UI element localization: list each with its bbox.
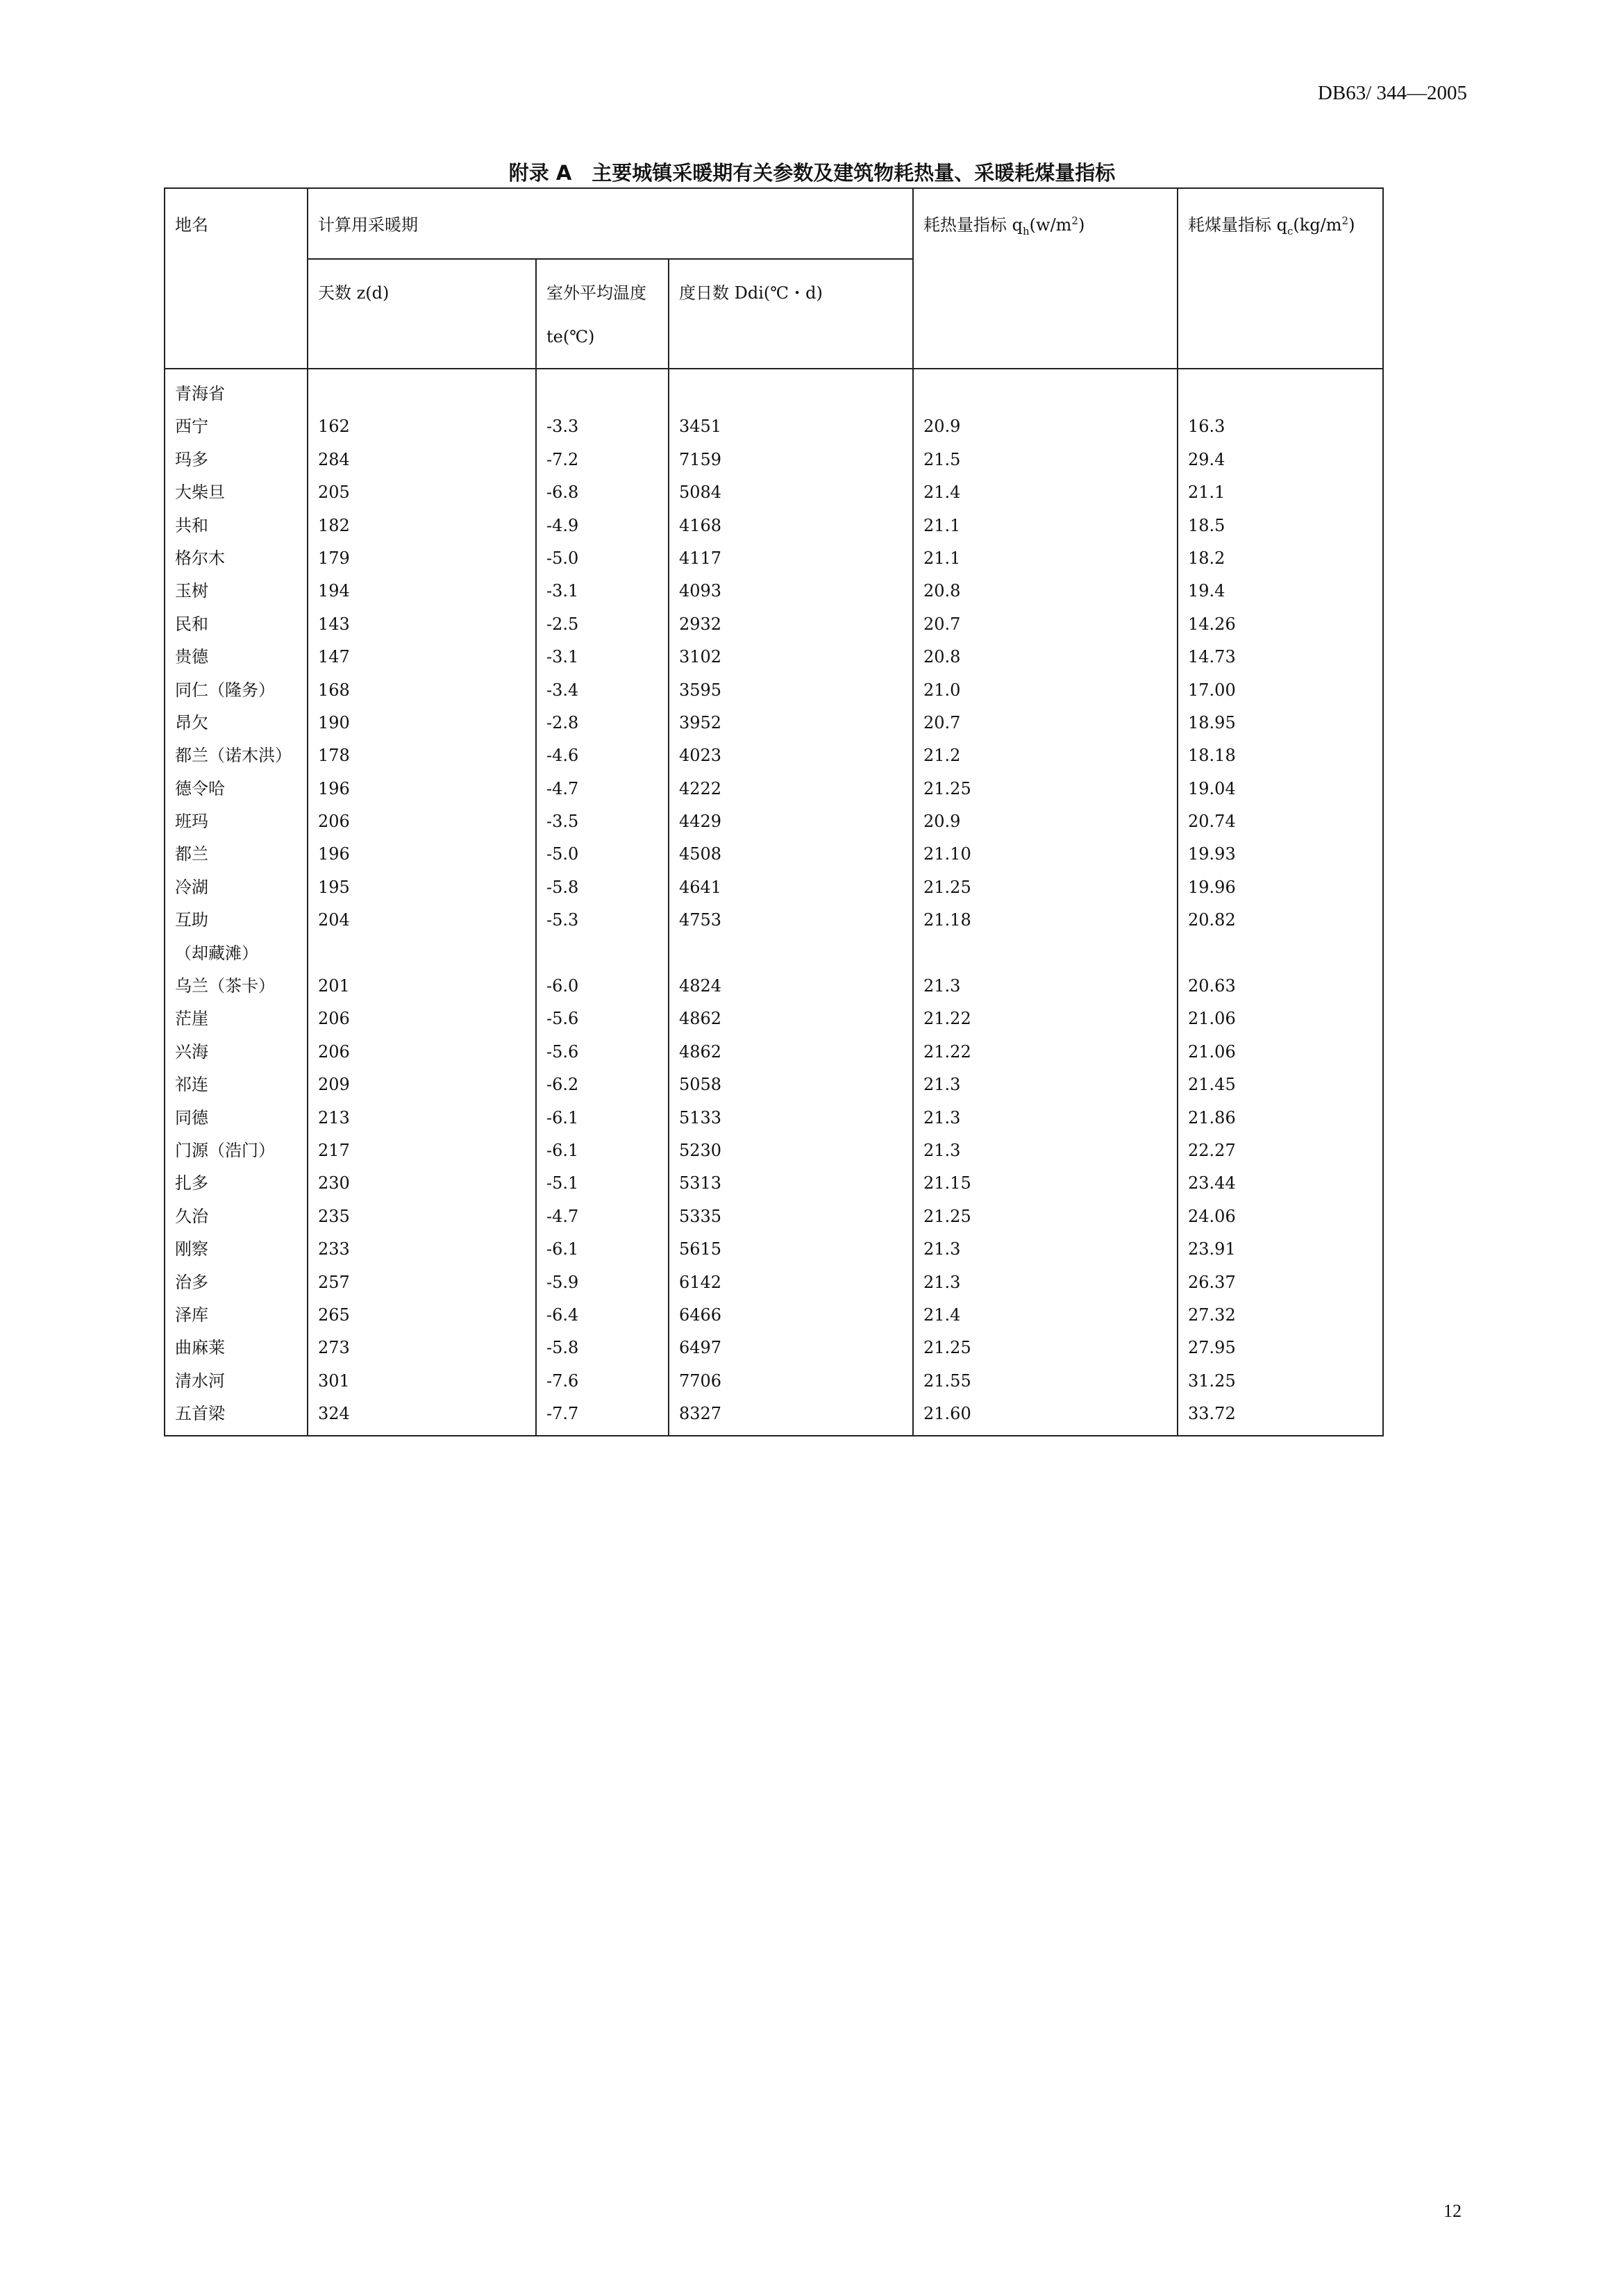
- place-cell: 班玛: [175, 812, 208, 832]
- temp-cell: -3.4: [546, 680, 579, 700]
- coal-index-cell: 17.00: [1188, 680, 1236, 700]
- coal-index-cell: 21.45: [1188, 1075, 1236, 1095]
- page-number: 12: [1443, 2201, 1462, 2221]
- coal-index-cell: 19.4: [1188, 581, 1225, 601]
- coal-index-cell: 20.74: [1188, 812, 1236, 832]
- place-cell: 昂欠: [175, 712, 208, 732]
- heat-index-cell: 21.3: [923, 976, 961, 996]
- temp-cell: -5.8: [546, 877, 579, 897]
- heat-index-cell: 21.3: [923, 1140, 961, 1160]
- degree-days-cell: 3595: [679, 680, 722, 700]
- place-cell: 兴海: [175, 1041, 208, 1062]
- header-degree-days: 度日数 Ddi(℃・d): [669, 259, 913, 326]
- temp-cell: -2.8: [546, 712, 579, 732]
- degree-days-cell: 6497: [679, 1338, 722, 1358]
- degree-days-cell: 5230: [679, 1140, 722, 1160]
- coal-index-cell: 19.93: [1188, 844, 1236, 864]
- heat-index-cell: 21.25: [923, 1338, 971, 1358]
- degree-days-cell: 6142: [679, 1272, 722, 1292]
- heat-index-cell: 21.1: [923, 548, 961, 568]
- degree-days-cell: 5335: [679, 1206, 722, 1226]
- heat-index-cell: 21.3: [923, 1107, 961, 1128]
- days-cell: 179: [318, 548, 350, 568]
- appendix-title: 附录 A 主要城镇采暖期有关参数及建筑物耗热量、采暖耗煤量指标: [508, 161, 1116, 185]
- place-cell: 德令哈: [175, 778, 225, 798]
- coal-index-cell: 18.2: [1188, 548, 1225, 568]
- degree-days-cell: 4641: [679, 877, 722, 897]
- header-place: 地名: [165, 188, 308, 369]
- heat-index-cell: 21.3: [923, 1239, 961, 1259]
- heat-index-cell: 21.22: [923, 1041, 971, 1062]
- coal-index-cell: 24.06: [1188, 1206, 1236, 1226]
- heat-index-cell: 21.15: [923, 1173, 971, 1193]
- coal-index-cell: 18.95: [1188, 712, 1236, 732]
- degree-days-cell: 4824: [679, 976, 722, 996]
- days-cell: 143: [318, 614, 350, 634]
- heat-index-cell: 20.7: [923, 614, 961, 634]
- place-cell: 门源（浩门）: [175, 1140, 275, 1160]
- heat-index-cell: 21.22: [923, 1009, 971, 1029]
- temp-cell: -4.7: [546, 1206, 579, 1226]
- degree-days-cell: 3451: [679, 417, 722, 437]
- temp-cell: -4.6: [546, 746, 579, 766]
- heat-index-cell: 20.9: [923, 812, 961, 832]
- heat-index-cell: 21.25: [923, 877, 971, 897]
- temp-cell: -6.2: [546, 1075, 579, 1095]
- header-days: 天数 z(d): [308, 259, 536, 369]
- days-cell: 196: [318, 844, 350, 864]
- coal-index-cell: 20.82: [1188, 910, 1236, 930]
- heat-index-cell: 21.18: [923, 910, 971, 930]
- coal-index-cell: 27.32: [1188, 1305, 1236, 1325]
- temp-cell: -7.6: [546, 1371, 579, 1391]
- place-cell: 玛多: [175, 449, 208, 469]
- temp-cell: -6.1: [546, 1140, 579, 1160]
- degree-days-cell: 4117: [679, 548, 722, 568]
- degree-days-cell: 7706: [679, 1371, 722, 1391]
- heat-index-cell: 21.5: [923, 449, 961, 469]
- temp-cell: -5.1: [546, 1173, 579, 1193]
- place-cell: 西宁: [175, 417, 208, 437]
- place-cell: 泽库: [175, 1305, 208, 1325]
- temp-cell: -3.3: [546, 417, 579, 437]
- place-cell: 乌兰（茶卡）: [175, 976, 275, 996]
- heat-index-cell: 21.60: [923, 1404, 971, 1424]
- degree-days-cell: 2932: [679, 614, 722, 634]
- days-cell: 204: [318, 910, 350, 930]
- place-cell: 贵德: [175, 647, 208, 667]
- heat-index-cell: 21.25: [923, 778, 971, 798]
- degree-days-cell: 7159: [679, 449, 722, 469]
- coal-index-cell: 19.04: [1188, 778, 1236, 798]
- temp-cell: -6.1: [546, 1107, 579, 1128]
- temp-cell: -5.9: [546, 1272, 579, 1292]
- heat-index-cell: 21.4: [923, 1305, 961, 1325]
- place-cell: 互助: [175, 910, 208, 930]
- heat-index-cell: 21.0: [923, 680, 961, 700]
- coal-index-cell: 19.96: [1188, 877, 1236, 897]
- place-cell: 玉树: [175, 581, 208, 601]
- place-cell: 民和: [175, 614, 208, 634]
- days-cell: 201: [318, 976, 350, 996]
- days-cell: 206: [318, 812, 350, 832]
- temp-cell: [546, 378, 658, 410]
- coal-index-cell: 14.73: [1188, 647, 1236, 667]
- heat-index-cell: 21.4: [923, 483, 961, 503]
- days-cell: 147: [318, 647, 350, 667]
- days-cell: 168: [318, 680, 350, 700]
- days-cell: 162: [318, 417, 350, 437]
- place-cell: 祁连: [175, 1075, 208, 1095]
- coal-index-cell: 23.44: [1188, 1173, 1236, 1193]
- temp-cell: -4.9: [546, 515, 579, 535]
- temp-cell: -6.8: [546, 483, 579, 503]
- temp-cell: -3.1: [546, 647, 579, 667]
- degree-days-cell: 5133: [679, 1107, 722, 1128]
- temp-cell: -5.3: [546, 910, 579, 930]
- heat-index-cell: 21.3: [923, 1075, 961, 1095]
- header-heat-index: 耗热量指标 $q_h(w/m^2)$: [913, 188, 1178, 369]
- place-cell: 同仁（隆务）: [175, 680, 275, 700]
- place-cell: 五首梁: [175, 1404, 225, 1424]
- place-cell: 冷湖: [175, 877, 208, 897]
- days-cell: 206: [318, 1009, 350, 1029]
- coal-index-cell: 29.4: [1188, 449, 1225, 469]
- days-cell: 265: [318, 1305, 350, 1325]
- days-cell: 206: [318, 1041, 350, 1062]
- place-cell: 久治: [175, 1206, 208, 1226]
- degree-days-cell: 4168: [679, 515, 722, 535]
- heat-index-cell: 20.8: [923, 647, 961, 667]
- header-period-group: 计算用采暖期: [308, 188, 913, 259]
- heat-index-cell: 21.25: [923, 1206, 971, 1226]
- coal-index-cell: 27.95: [1188, 1338, 1236, 1358]
- place-cell: 曲麻莱: [175, 1338, 225, 1358]
- temp-cell: -4.7: [546, 778, 579, 798]
- degree-days-cell: 6466: [679, 1305, 722, 1325]
- degree-days-cell: 3952: [679, 712, 722, 732]
- place-cell: 刚察: [175, 1239, 208, 1259]
- coal-index-cell: 21.86: [1188, 1107, 1236, 1128]
- place-cell: 茫崖: [175, 1009, 208, 1029]
- degree-days-cell: [679, 937, 903, 970]
- days-cell: 178: [318, 746, 350, 766]
- degree-days-cell: 4093: [679, 581, 722, 601]
- temp-cell: -5.6: [546, 1009, 579, 1029]
- degree-days-cell: 4508: [679, 844, 722, 864]
- coal-index-cell: 16.3: [1188, 417, 1225, 437]
- temp-cell: -7.2: [546, 449, 579, 469]
- days-cell: 182: [318, 515, 350, 535]
- heat-index-cell: 21.3: [923, 1272, 961, 1292]
- temp-cell: [546, 937, 658, 970]
- days-cell: 195: [318, 877, 350, 897]
- heat-index-cell: 20.8: [923, 581, 961, 601]
- days-cell: 284: [318, 449, 350, 469]
- heating-parameters-table: [164, 187, 1384, 1436]
- coal-index-cell: 20.63: [1188, 976, 1236, 996]
- coal-index-cell: 31.25: [1188, 1371, 1236, 1391]
- degree-days-cell: 5615: [679, 1239, 722, 1259]
- heat-index-cell: 21.10: [923, 844, 971, 864]
- degree-days-cell: 5313: [679, 1173, 722, 1193]
- coal-index-cell: 18.5: [1188, 515, 1225, 535]
- place-cell: 都兰: [175, 844, 208, 864]
- heat-index-cell: 21.2: [923, 746, 961, 766]
- degree-days-cell: 4753: [679, 910, 722, 930]
- temp-cell: -6.0: [546, 976, 579, 996]
- coal-index-cell: 21.06: [1188, 1009, 1236, 1029]
- header-outdoor-temp: 室外平均温度 te(℃): [536, 259, 669, 369]
- days-cell: 235: [318, 1206, 350, 1226]
- coal-index-cell: 18.18: [1188, 746, 1236, 766]
- days-cell: 213: [318, 1107, 350, 1128]
- col-heat: [913, 369, 1178, 1436]
- col-days: [308, 369, 536, 1436]
- degree-days-cell: 3102: [679, 647, 722, 667]
- degree-days-cell: [679, 378, 903, 410]
- coal-index-cell: 33.72: [1188, 1404, 1236, 1424]
- place-cell: 扎多: [175, 1173, 208, 1193]
- days-cell: 257: [318, 1272, 350, 1292]
- days-cell: [318, 378, 526, 410]
- degree-days-cell: 4429: [679, 812, 722, 832]
- place-cell: 青海省: [175, 384, 225, 403]
- days-cell: 324: [318, 1404, 350, 1424]
- header-coal-index: 耗煤量指标 $q_c(kg/m^2)$: [1178, 188, 1383, 369]
- days-cell: 301: [318, 1371, 350, 1391]
- place-cell: 清水河: [175, 1371, 225, 1391]
- degree-days-cell: 8327: [679, 1404, 722, 1424]
- heat-index-cell: 20.9: [923, 417, 961, 437]
- temp-cell: -5.0: [546, 548, 579, 568]
- document-code: DB63/ 344—2005: [1317, 82, 1467, 104]
- degree-days-cell: 4023: [679, 746, 722, 766]
- degree-days-cell: 5058: [679, 1075, 722, 1095]
- days-cell: [318, 937, 526, 970]
- coal-index-cell: 23.91: [1188, 1239, 1236, 1259]
- coal-index-cell: [1188, 937, 1373, 970]
- temp-cell: -3.1: [546, 581, 579, 601]
- days-cell: 194: [318, 581, 350, 601]
- temp-cell: -5.0: [546, 844, 579, 864]
- days-cell: 196: [318, 778, 350, 798]
- coal-index-cell: 26.37: [1188, 1272, 1236, 1292]
- temp-cell: -7.7: [546, 1404, 579, 1424]
- coal-index-cell: 22.27: [1188, 1140, 1236, 1160]
- place-cell: （却藏滩）: [175, 943, 258, 963]
- coal-index-cell: [1188, 378, 1373, 410]
- heat-index-cell: 21.1: [923, 515, 961, 535]
- place-cell: 治多: [175, 1272, 208, 1292]
- coal-index-cell: 21.1: [1188, 483, 1225, 503]
- header-degree-days-cont: [669, 326, 913, 369]
- place-cell: 都兰（诺木洪）: [175, 746, 292, 766]
- heat-index-cell: [923, 937, 1167, 970]
- heat-index-cell: 21.55: [923, 1371, 971, 1391]
- days-cell: 205: [318, 483, 350, 503]
- temp-cell: -5.8: [546, 1338, 579, 1358]
- col-degree-days: [669, 369, 913, 1436]
- coal-index-cell: 14.26: [1188, 614, 1236, 634]
- heat-index-cell: 20.7: [923, 712, 961, 732]
- days-cell: 209: [318, 1075, 350, 1095]
- coal-index-cell: 21.06: [1188, 1041, 1236, 1062]
- place-cell: 共和: [175, 515, 208, 535]
- degree-days-cell: 5084: [679, 483, 722, 503]
- temp-cell: -6.1: [546, 1239, 579, 1259]
- days-cell: 233: [318, 1239, 350, 1259]
- table-body: [165, 369, 1383, 1436]
- place-cell: 大柴旦: [175, 483, 225, 503]
- col-coal: [1178, 369, 1383, 1436]
- place-cell: 同德: [175, 1107, 208, 1128]
- temp-cell: -3.5: [546, 812, 579, 832]
- temp-cell: -2.5: [546, 614, 579, 634]
- heat-index-cell: [923, 378, 1167, 410]
- temp-cell: -6.4: [546, 1305, 579, 1325]
- temp-cell: -5.6: [546, 1041, 579, 1062]
- days-cell: 217: [318, 1140, 350, 1160]
- days-cell: 273: [318, 1338, 350, 1358]
- degree-days-cell: 4222: [679, 778, 722, 798]
- degree-days-cell: 4862: [679, 1009, 722, 1029]
- col-temp: [536, 369, 669, 1436]
- col-place: [165, 369, 308, 1436]
- degree-days-cell: 4862: [679, 1041, 722, 1062]
- days-cell: 190: [318, 712, 350, 732]
- days-cell: 230: [318, 1173, 350, 1193]
- place-cell: 格尔木: [175, 548, 225, 568]
